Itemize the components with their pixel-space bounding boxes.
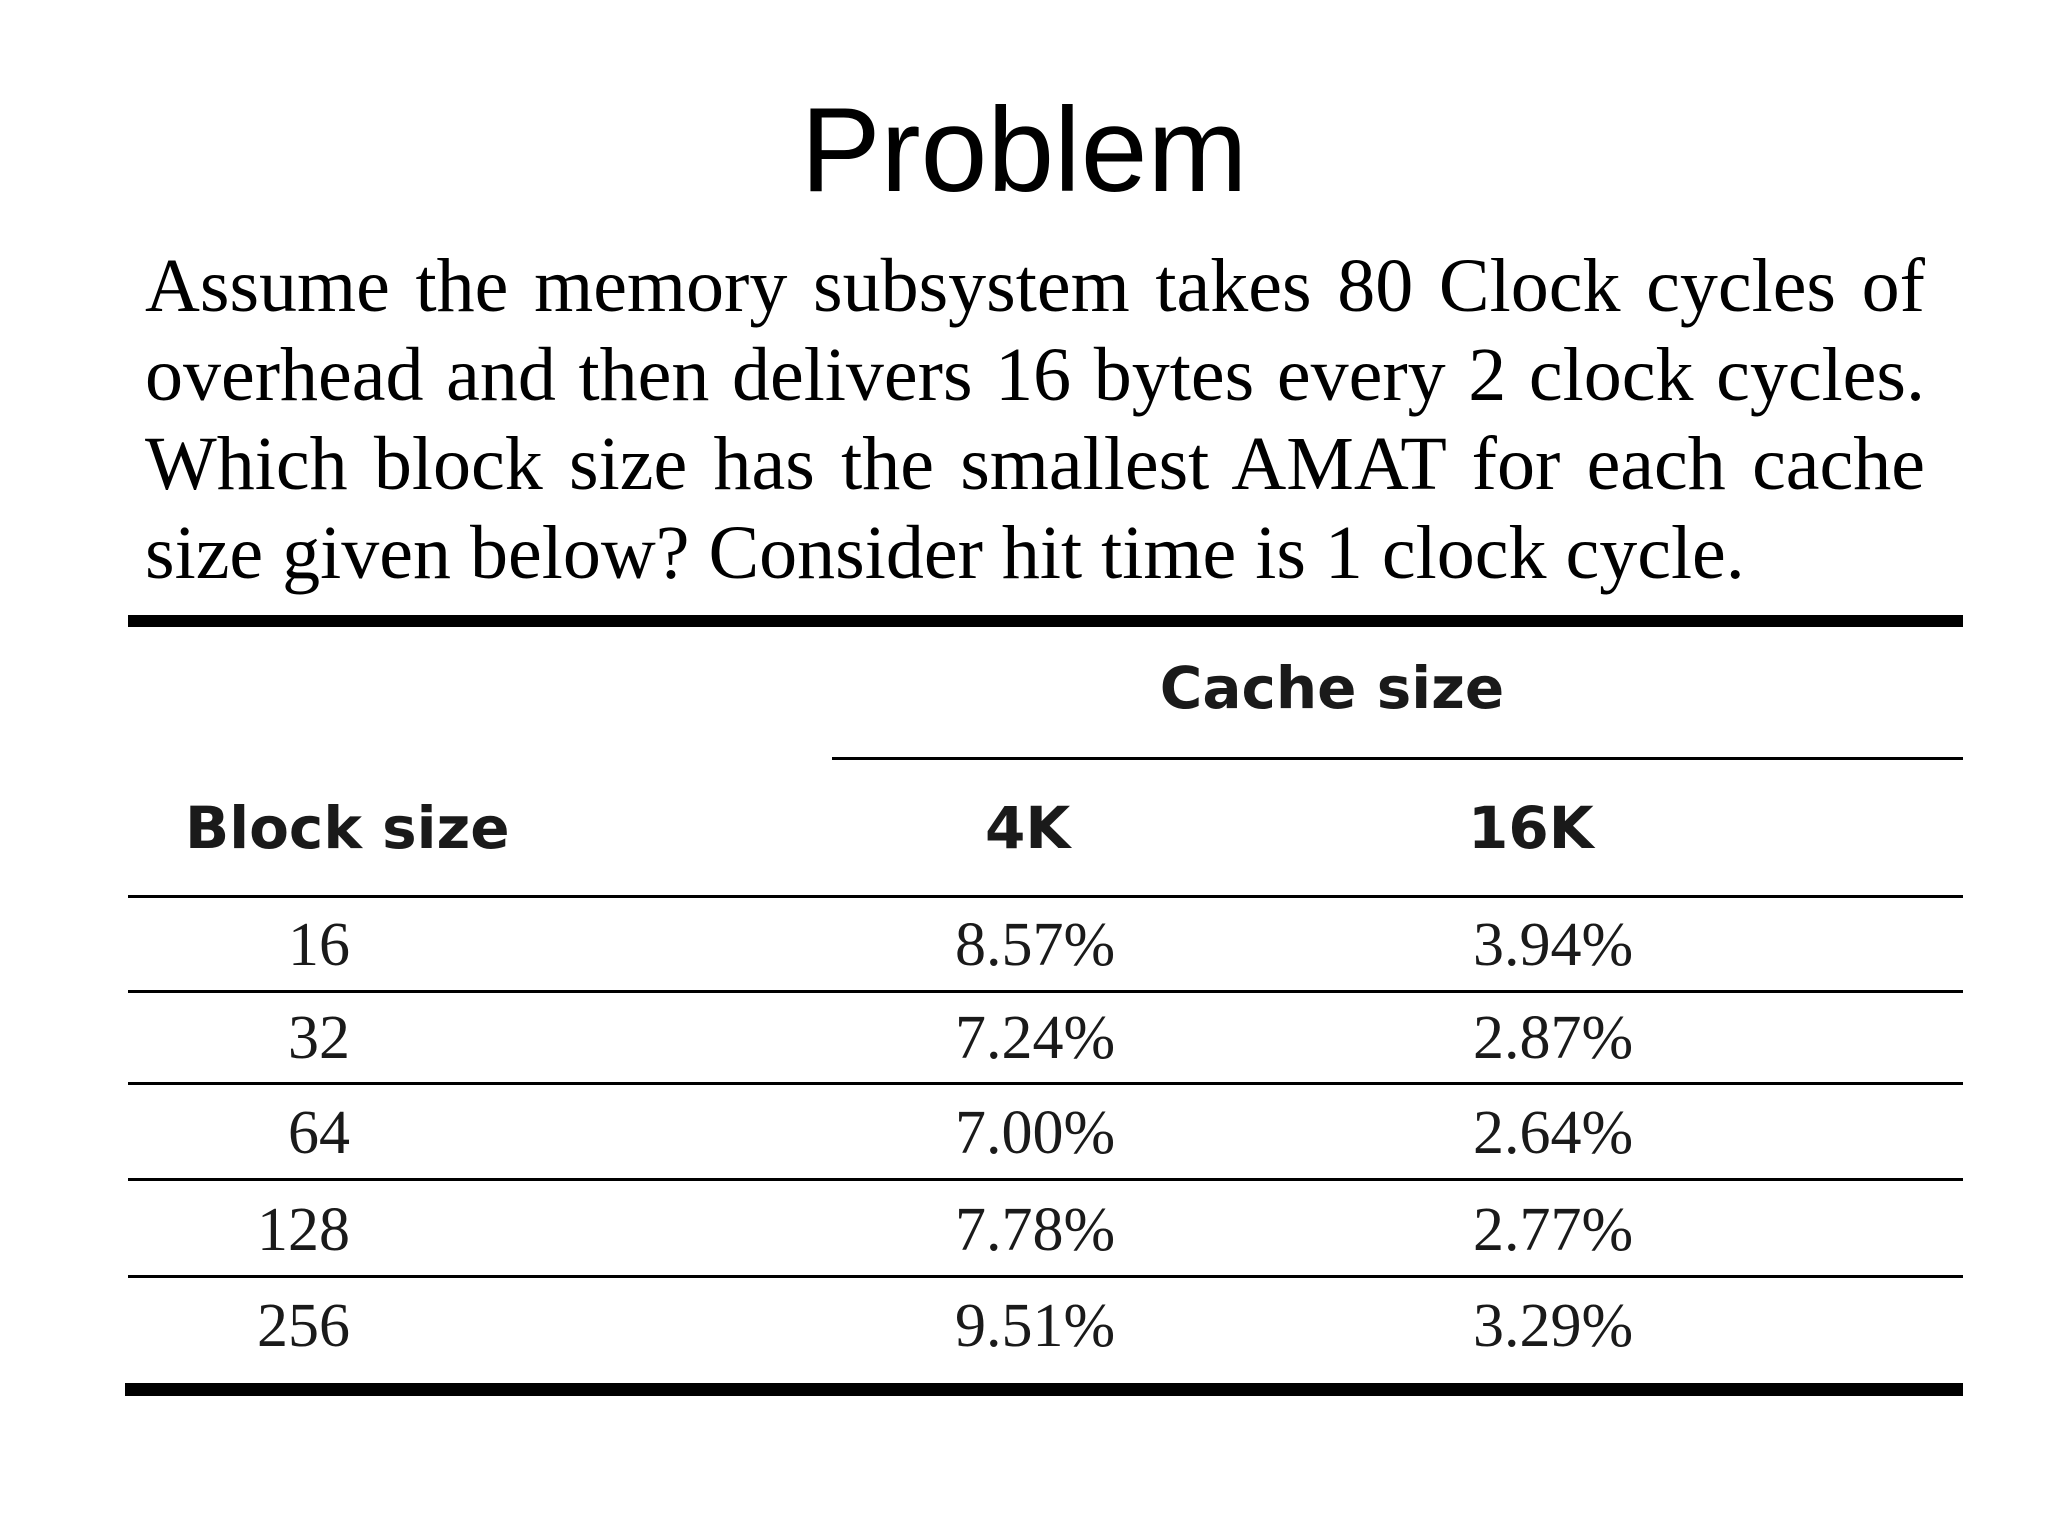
problem-line: overhead and then delivers 16 bytes every 2 clock cycles. xyxy=(145,333,1925,417)
cache-size-rule xyxy=(832,757,1963,760)
miss-rate-4k-cell: 7.24% xyxy=(955,1004,1116,1072)
block-size-cell: 64 xyxy=(288,1099,350,1167)
miss-rate-16k-cell: 2.64% xyxy=(1473,1099,1634,1167)
table-top-rule xyxy=(128,615,1963,627)
miss-rate-16k-cell: 3.94% xyxy=(1473,911,1634,979)
miss-rate-4k-cell: 7.00% xyxy=(955,1099,1116,1167)
problem-line: Assume the memory subsystem takes 80 Clock cycles of xyxy=(145,244,1925,328)
row-rule xyxy=(128,990,1963,993)
problem-line: Which block size has the smallest AMAT for each cache xyxy=(145,422,1925,506)
table-bottom-rule xyxy=(125,1383,1963,1396)
cache-16k-header: 16K xyxy=(1468,794,1594,862)
cache-4k-header: 4K xyxy=(985,794,1071,862)
problem-line: size given below? Consider hit time is 1 clock cycle. xyxy=(145,511,1745,595)
miss-rate-16k-cell: 3.29% xyxy=(1473,1292,1634,1360)
problem-statement xyxy=(145,242,1925,598)
row-rule xyxy=(128,1082,1963,1085)
block-size-cell: 128 xyxy=(257,1196,350,1264)
miss-rate-16k-cell: 2.77% xyxy=(1473,1196,1634,1264)
header-rule xyxy=(128,895,1963,898)
block-size-cell: 16 xyxy=(288,911,350,979)
row-rule xyxy=(128,1178,1963,1181)
row-rule xyxy=(128,1275,1963,1278)
block-size-cell: 32 xyxy=(288,1004,350,1072)
miss-rate-4k-cell: 8.57% xyxy=(955,911,1116,979)
slide-title: Problem xyxy=(800,83,1248,217)
block-size-cell: 256 xyxy=(257,1292,350,1360)
miss-rate-4k-cell: 7.78% xyxy=(955,1196,1116,1264)
cache-size-group-header: Cache size xyxy=(1159,654,1505,722)
block-size-header: Block size xyxy=(185,794,510,862)
miss-rate-16k-cell: 2.87% xyxy=(1473,1004,1634,1072)
miss-rate-4k-cell: 9.51% xyxy=(955,1292,1116,1360)
